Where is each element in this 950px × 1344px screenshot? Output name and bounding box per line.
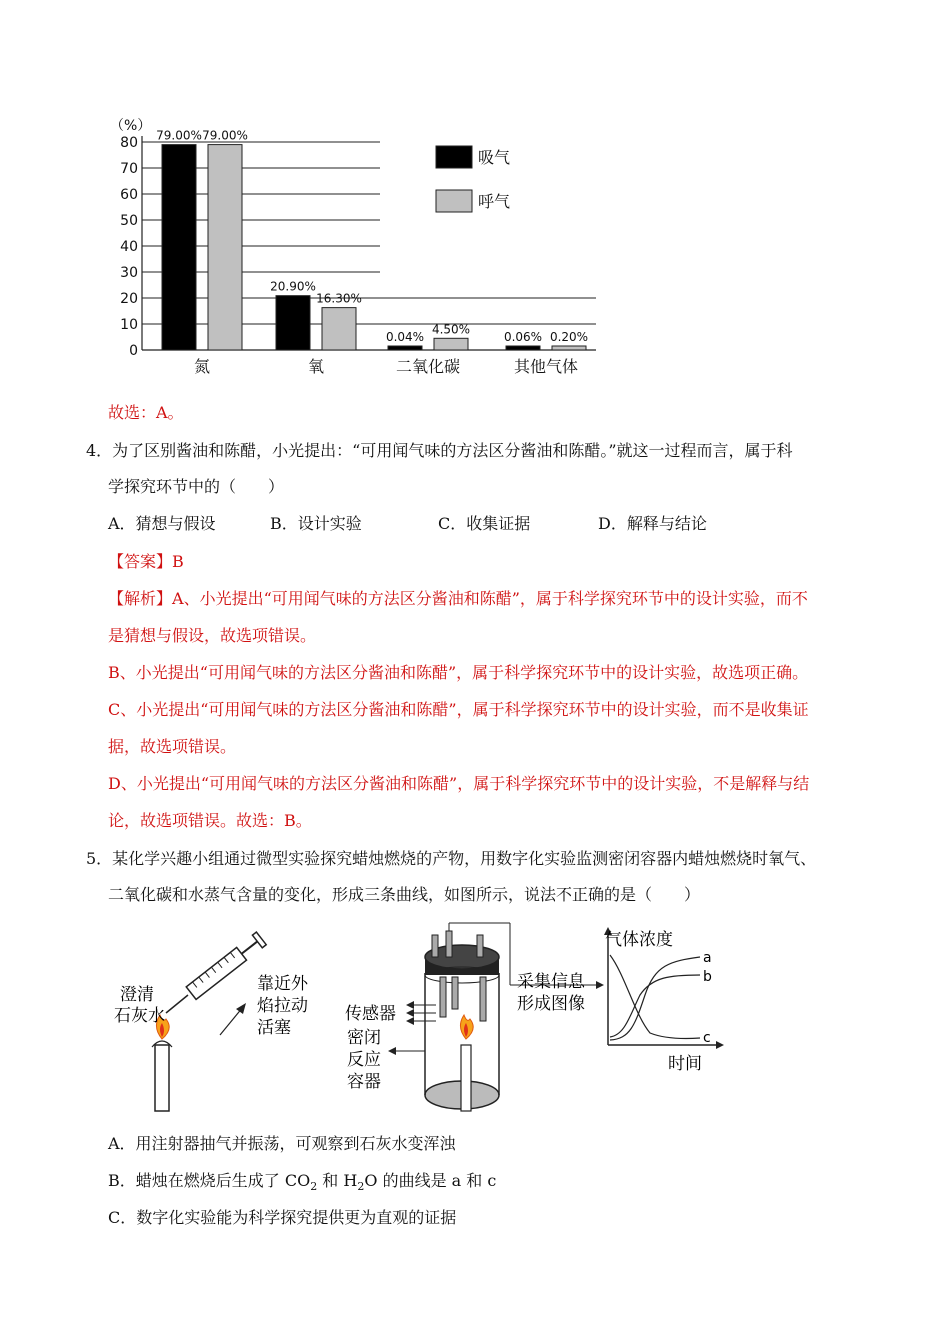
q4-option-a: A．猜想与假设 <box>108 514 216 533</box>
q5-option-b-text-1: B．蜡烛在燃烧后生成了 CO <box>108 1171 311 1190</box>
label-collect-1: 采集信息 <box>517 972 585 992</box>
data-label-吸气-二氧化碳: 0.04% <box>385 330 425 344</box>
bar-呼气-氧 <box>322 308 356 350</box>
y-tick-label-20: 20 <box>120 291 138 307</box>
q4-analysis-line-2: 是猜想与假设，故选项错误。 <box>108 626 317 645</box>
x-category-label-氮: 氮 <box>193 357 211 376</box>
legend-label-呼气: 呼气 <box>478 192 511 211</box>
q4-option-c: C．收集证据 <box>438 514 531 533</box>
q4-analysis-tag: 【解析】 <box>108 589 173 608</box>
bar-呼气-氮 <box>208 145 242 350</box>
q4-stem-line-1: 4．为了区别酱油和陈醋，小光提出：“可用闻气味的方法区分酱油和陈醋。”就这一过程而言，属于科 <box>86 441 793 460</box>
data-label-吸气-氧: 20.90% <box>270 279 316 294</box>
q4-answer-tag: 【答案】 <box>108 552 173 571</box>
q4-analysis-line-3: B、小光提出“可用闻气味的方法区分酱油和陈醋”，属于科学探究环节中的设计实验，故选项正确。 <box>108 663 809 682</box>
data-label-吸气-其他气体: 0.06% <box>503 330 543 344</box>
bar-吸气-其他气体 <box>506 346 540 350</box>
candle-left <box>152 1015 172 1111</box>
label-pull-2: 焰拉动 <box>257 996 308 1016</box>
y-tick-label-10: 10 <box>120 317 138 333</box>
y-tick-label-30: 30 <box>120 265 138 281</box>
legend-swatch-吸气 <box>436 146 472 168</box>
q5-option-c: C．数字化实验能为科学探究提供更为直观的证据 <box>108 1208 457 1227</box>
q4-answer-value: B <box>172 552 184 571</box>
x-category-label-氧: 氧 <box>307 357 325 376</box>
y-tick-label-60: 60 <box>120 187 138 203</box>
label-container-2: 反应 <box>347 1050 381 1070</box>
q5-option-b-text-3: O 的曲线是 a 和 c <box>364 1171 497 1190</box>
q4-option-b: B．设计实验 <box>270 514 362 533</box>
q5-option-b-sub-2: 2 <box>357 1180 365 1194</box>
bar-吸气-二氧化碳 <box>388 346 422 350</box>
q4-analysis-line-5: 据，故选项错误。 <box>108 737 237 756</box>
q3-answer-line: 故选：A。 <box>108 403 184 422</box>
legend-label-吸气: 吸气 <box>478 148 511 167</box>
label-limewater-1: 澄清 <box>120 985 154 1005</box>
data-label-呼气-氮: 79.00% <box>202 128 248 143</box>
q5-option-a: A．用注射器抽气并振荡，可观察到石灰水变浑浊 <box>108 1134 456 1153</box>
y-tick-label-50: 50 <box>120 213 138 229</box>
q4-analysis-text-1: A、小光提出“可用闻气味的方法区分酱油和陈醋”，属于科学探究环节中的设计实验，而不 <box>172 589 808 608</box>
chart-bars <box>162 145 589 350</box>
q4-analysis-line-7: 论，故选项错误。故选：B。 <box>108 811 312 830</box>
y-axis-unit-label: （%） <box>110 118 152 134</box>
q4-answer <box>108 551 184 573</box>
label-sensor: 传感器 <box>345 1004 396 1024</box>
gas-composition-bar-chart <box>100 108 610 378</box>
label-container-1: 密闭 <box>347 1028 381 1048</box>
q4-stem-line-2: 学探究环节中的（ ） <box>108 477 285 496</box>
q4-analysis-line-6: D、小光提出“可用闻气味的方法区分酱油和陈醋”，属于科学探究环节中的设计实验，不是解释与结 <box>108 774 810 793</box>
q5-option-b-text-2: 和 H <box>317 1171 358 1190</box>
label-pull-3: 活塞 <box>257 1018 291 1038</box>
data-label-呼气-氧: 16.30% <box>316 291 362 306</box>
data-label-呼气-二氧化碳: 4.50% <box>431 322 471 337</box>
curve-c-label: c <box>703 1030 711 1046</box>
q5-stem-line-2: 二氧化碳和水蒸气含量的变化，形成三条曲线，如图所示，说法不正确的是（ ） <box>108 885 701 904</box>
q4-analysis-line-1 <box>108 588 808 610</box>
label-limewater-2: 石灰水 <box>114 1006 165 1026</box>
curve-a-label: a <box>703 950 712 966</box>
syringe <box>166 932 266 1035</box>
y-tick-label-40: 40 <box>120 239 138 255</box>
data-label-呼气-其他气体: 0.20% <box>549 330 589 344</box>
x-category-label-其他气体: 其他气体 <box>513 357 579 376</box>
sealed-container <box>388 923 604 1111</box>
chart-legend <box>436 146 510 212</box>
x-category-label-二氧化碳: 二氧化碳 <box>395 357 461 376</box>
label-collect-2: 形成图像 <box>517 994 585 1014</box>
legend-swatch-呼气 <box>436 190 472 212</box>
y-tick-label-80: 80 <box>120 135 138 151</box>
y-tick-label-0: 0 <box>129 343 138 359</box>
bar-呼气-其他气体 <box>552 346 586 350</box>
y-tick-label-70: 70 <box>120 161 138 177</box>
q5-option-b-sub-1: 2 <box>310 1180 318 1194</box>
q4-analysis-line-4: C、小光提出“可用闻气味的方法区分酱油和陈醋”，属于科学探究环节中的设计实验，而不是收集证 <box>108 700 809 719</box>
curve-b-label: b <box>703 969 712 985</box>
bar-吸气-氮 <box>162 145 196 350</box>
label-pull-1: 靠近外 <box>257 974 308 994</box>
graph-xlabel: 时间 <box>668 1054 702 1074</box>
graph-ylabel: 气体浓度 <box>605 930 673 950</box>
bar-呼气-二氧化碳 <box>434 338 468 350</box>
q5-option-b <box>108 1170 496 1198</box>
data-label-吸气-氮: 79.00% <box>156 128 202 143</box>
bar-吸气-氧 <box>276 296 310 350</box>
q5-stem-line-1: 5．某化学兴趣小组通过微型实验探究蜡烛燃烧的产物，用数字化实验监测密闭容器内蜡烛燃烧时氧气、 <box>86 849 817 868</box>
label-container-3: 容器 <box>347 1072 381 1092</box>
candle-experiment-figure <box>100 915 740 1115</box>
q4-option-d: D．解释与结论 <box>598 514 707 533</box>
